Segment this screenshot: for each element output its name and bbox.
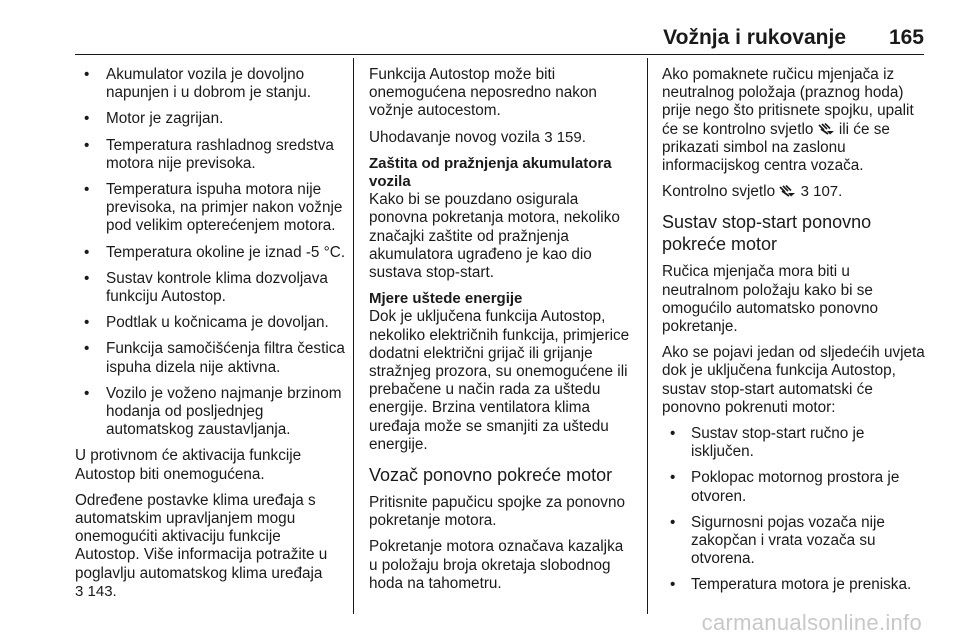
- list-item: • Temperatura okoline je iznad -5 °C.: [75, 244, 347, 262]
- page-reference-link[interactable]: 3 143.: [75, 582, 117, 600]
- list-item: • Temperatura rashladnog sredstva motora nije previsoka.: [75, 137, 347, 173]
- paragraph: [75, 492, 347, 601]
- watermark: carmanualsonline.info: [701, 610, 922, 635]
- conditions-list: [75, 66, 347, 439]
- subheading: Mjere uštede energije: [369, 290, 523, 308]
- column-2: [369, 66, 635, 601]
- list-item: • Motor je zagrijan.: [75, 110, 347, 128]
- paragraph: Dok je uključena funkcija Autostop, nekoliko električnih funkcija, primjerice dodatni električni grijač ili grijanje stražnjeg prozora, su onemogućene ili prebačene u način rada za uštedu energije. Brzina ventilatora klima uređaja može se smanjiti za uštedu energije.: [369, 308, 630, 453]
- autostop-indicator-icon: [779, 185, 796, 197]
- paragraph: U protivnom će aktivacija funkcije Autostop biti onemogućena.: [75, 447, 302, 483]
- paragraph: [662, 183, 930, 201]
- paragraph-text: ili će se prikazati simbol na zaslonu informacijskog centra vozača.: [662, 120, 890, 175]
- column-1: [75, 66, 347, 609]
- section-heading: Vozač ponovno pokreće motor: [369, 465, 613, 486]
- paragraph: Kako bi se pouzdano osigurala ponovna pokretanja motora, nekoliko značajki zaštite od pražnjenja akumulatora ugrađeno je kao dio sustava stop-start.: [369, 191, 620, 282]
- list-item: • Temperatura ispuha motora nije previsoka, na primjer nakon vožnje pod velikim opterećenjem motora.: [75, 181, 347, 236]
- column-divider-1: [353, 58, 354, 614]
- list-item: • Sustav kontrole klima dozvoljava funkciju Autostop.: [75, 270, 347, 306]
- column-3: [662, 66, 930, 603]
- page-reference-link[interactable]: 3 107.: [800, 183, 843, 201]
- section-heading: Sustav stop-start ponovno pokreće motor: [662, 212, 872, 255]
- restart-conditions-list: [662, 425, 930, 595]
- header-rule: [75, 54, 924, 55]
- autostop-indicator-icon: [818, 123, 835, 135]
- paragraph: Funkcija Autostop može biti onemogućena neposredno nakon vožnje autocestom.: [369, 66, 597, 120]
- page-header: [75, 20, 924, 50]
- paragraph: [662, 66, 930, 175]
- paragraph: Ručica mjenjača mora biti u neutralnom položaju kako bi se omogućilo automatsko ponovno pokretanje.: [662, 263, 878, 336]
- paragraph-text: Uhodavanje novog vozila: [369, 128, 540, 146]
- list-item: • Temperatura motora je preniska.: [662, 576, 930, 594]
- list-item: • Sustav stop-start ručno je isključen.: [662, 425, 930, 461]
- page-reference-link[interactable]: 3 159.: [544, 128, 586, 146]
- list-item: • Sigurnosni pojas vozača nije zakopčan i vrata vozača su otvorena.: [662, 514, 930, 569]
- list-item: • Vozilo je voženo najmanje brzinom hodanja od posljednjeg automatskog zaustavljanja.: [75, 385, 347, 440]
- list-item: • Funkcija samočišćenja filtra čestica ispuha dizela nije aktivna.: [75, 340, 347, 376]
- paragraph-text: Kontrolno svjetlo: [662, 183, 776, 201]
- paragraph: Pokretanje motora označava kazaljka u položaju broja okretaja slobodnog hoda na tahometru.: [369, 538, 624, 592]
- paragraph: [369, 129, 635, 147]
- list-item: • Poklopac motornog prostora je otvoren.: [662, 469, 930, 505]
- paragraph: Pritisnite papučicu spojke za ponovno pokretanje motora.: [369, 494, 625, 530]
- page-title: Vožnja i rukovanje: [663, 26, 846, 49]
- subheading: Zaštita od pražnjenja akumulatora vozila: [369, 154, 612, 191]
- paragraph: Ako se pojavi jedan od sljedećih uvjeta dok je uključena funkcija Autostop, sustav stop-start automatski će ponovno pokrenuti motor:: [662, 344, 925, 416]
- page-number: 165: [888, 26, 924, 49]
- paragraph-text: Određene postavke klima uređaja s automatskim upravljanjem mogu onemogućiti aktivaciju funkcije Autostop. Više informacija potražite u poglavlju automatskog klima uređaja: [75, 491, 328, 582]
- list-item: • Akumulator vozila je dovoljno napunjen i u dobrom je stanju.: [75, 66, 347, 102]
- paragraph-text: Ako pomaknete ručicu mjenjača iz neutralnog položaja (praznog hoda) prije nego što pritisnete spojku, upalit će se kontrolno svjetlo: [662, 66, 914, 138]
- list-item: • Podtlak u kočnicama je dovoljan.: [75, 314, 347, 332]
- column-divider-2: [647, 58, 648, 614]
